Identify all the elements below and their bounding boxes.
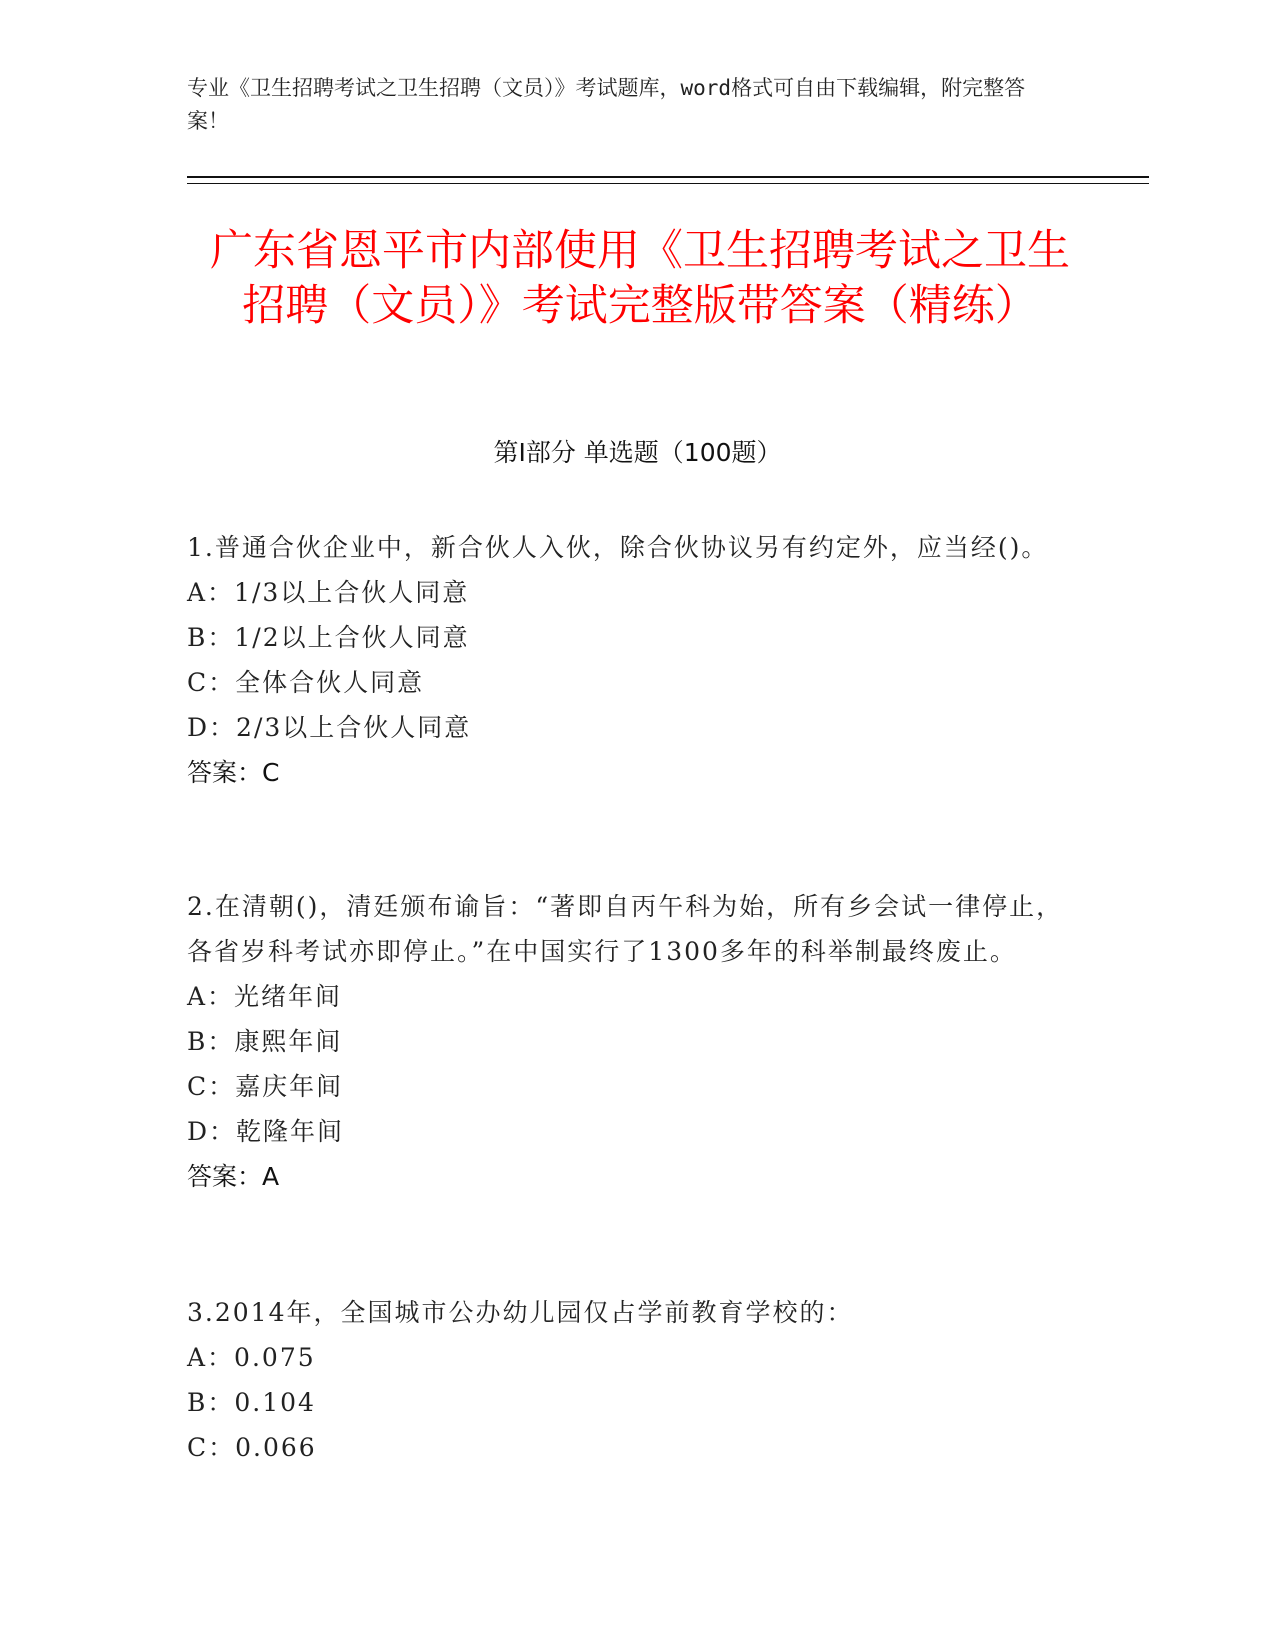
option-c: C：全体合伙人同意: [187, 668, 425, 697]
option-b: B：康熙年间: [187, 1027, 343, 1056]
question-1: [187, 525, 1087, 796]
option-b: B：1/2以上合伙人同意: [187, 623, 470, 652]
option-b: B：0.104: [187, 1388, 316, 1417]
answer-label: 答案：C: [187, 758, 280, 787]
option-d: D：乾隆年间: [187, 1117, 345, 1146]
question-3: [187, 1290, 1087, 1470]
answer-label: 答案：A: [187, 1162, 280, 1191]
question-stem: 1.普通合伙企业中，新合伙人入伙，除合伙协议另有约定外，应当经()。: [187, 533, 1049, 562]
option-c: C：0.066: [187, 1433, 317, 1462]
option-a: A：光绪年间: [187, 982, 343, 1011]
question-stem: 3.2014年，全国城市公办幼儿园仅占学前教育学校的：: [187, 1298, 854, 1327]
header-divider-thin: [187, 183, 1149, 184]
option-c: C：嘉庆年间: [187, 1072, 344, 1101]
option-a: A：1/3以上合伙人同意: [187, 578, 470, 607]
header-divider-thick: [187, 176, 1149, 178]
document-title: 广东省恩平市内部使用《卫生招聘考试之卫生招聘（文员）》考试完整版带答案（精练）: [210, 226, 1070, 331]
question-stem: 2.在清朝()，清廷颁布谕旨：“著即自丙午科为始，所有乡会试一律停止，各省岁科考试亦即停止。”在中国实行了1300多年的科举制最终废止。: [187, 892, 1064, 966]
option-a: A：0.075: [187, 1343, 316, 1372]
section-title: 第Ⅰ部分 单选题（100题）: [493, 438, 782, 467]
question-2: [187, 884, 1087, 1200]
header-note: 专业《卫生招聘考试之卫生招聘（文员）》考试题库，word格式可自由下载编辑，附完整答案！: [187, 76, 1026, 133]
option-d: D：2/3以上合伙人同意: [187, 713, 472, 742]
